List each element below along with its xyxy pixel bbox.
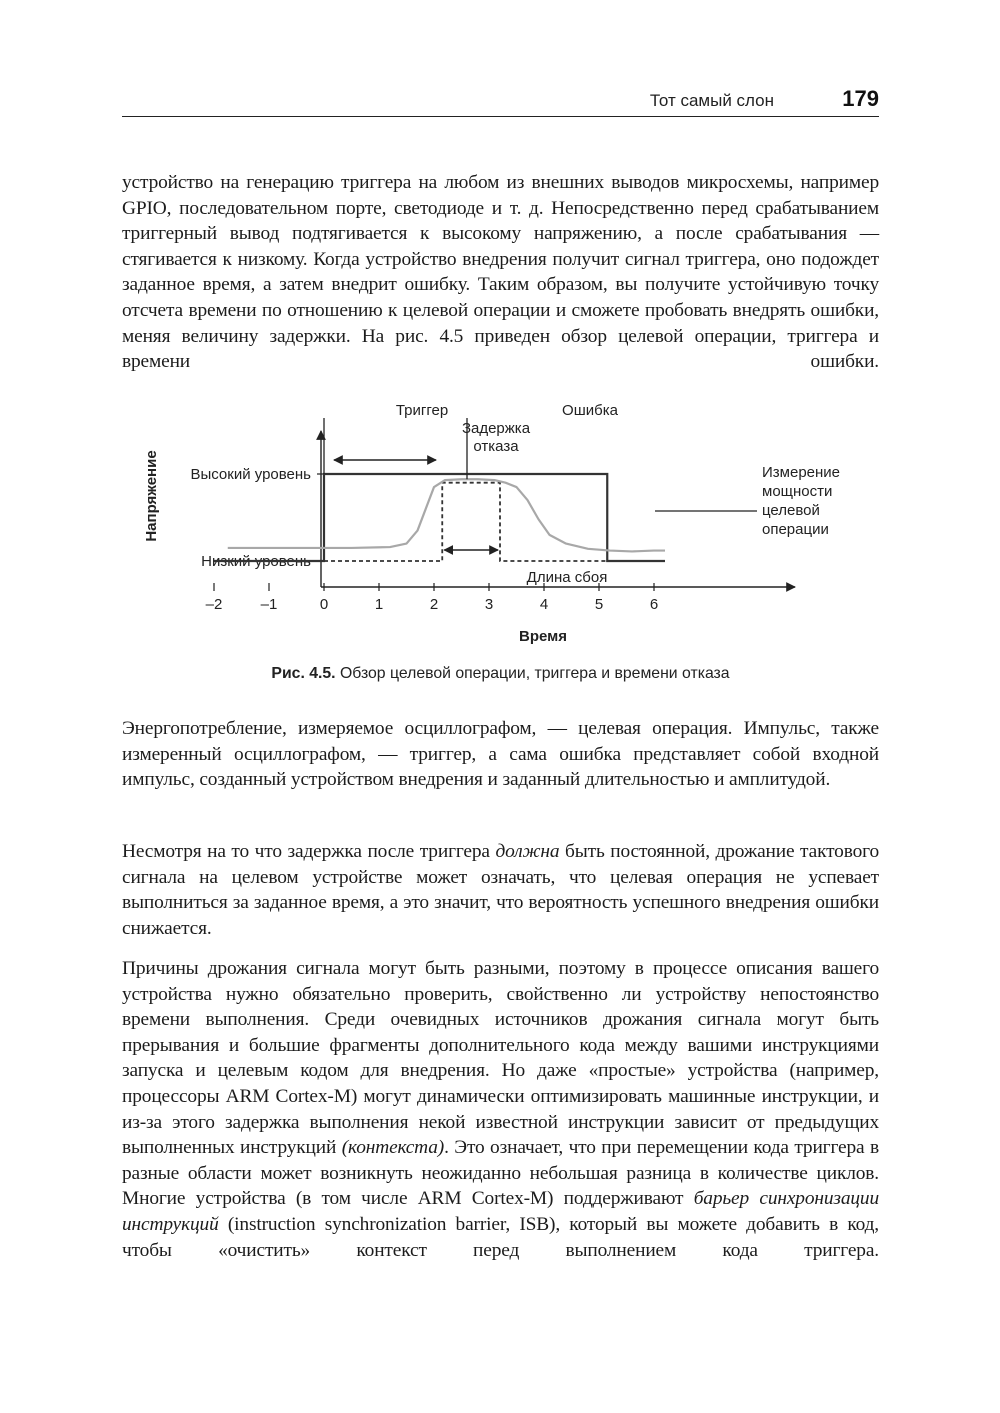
running-title: Тот самый слон (649, 91, 774, 110)
power-label-line: операции (762, 521, 829, 538)
text-run: Энергопотребление, измеряемое осциллографом, — целевая операция. Импульс, также измеренный осциллографом, — триггер, а сама ошибка представляет собой входной импульс, созданный устройством внедрения и заданный длительностью и амплитудой. (122, 718, 879, 791)
x-tick-label: 6 (649, 596, 659, 613)
x-tick-label: 3 (484, 596, 494, 613)
y-level-label: Высокий уровень (190, 466, 311, 483)
italic-term: барьер синхронизации инструкций (122, 1188, 879, 1235)
body-paragraph-3 (122, 839, 879, 941)
italic-term: (контекста) (341, 1137, 445, 1159)
figure-4-5-chart (135, 396, 865, 658)
text-run: Несмотря на то что задержка после триггера (122, 841, 496, 862)
power-label-line: целевой (762, 502, 820, 519)
power-label-line: мощности (762, 483, 833, 500)
y-level-label: Низкий уровень (201, 553, 311, 570)
body-paragraph-2 (122, 716, 879, 793)
x-tick-label: 0 (319, 596, 329, 613)
body-paragraph-1 (122, 170, 879, 375)
italic-term: должна (495, 841, 560, 862)
x-tick-label: –1 (260, 596, 278, 613)
text-run: устройство на генерацию триггера на любом из внешних выводов микросхемы, например GPIO, последовательном порте, светодиоде и т. д. Непосредственно перед срабатыванием триггерный вывод подтягивается к высокому напряжению, а после срабатывания — стягивается к низкому. Когда устройство внедрения получит сигнал триггера, оно подождет заданное время, а затем внедрит ошибку. Таким образом, вы получите устойчивую точку отсчета времени по отношению к целевой операции и сможете пробовать внедрять ошибки, меняя величину задержки. На рис. 4.5 приведен обзор целевой операции, триггера и времени ошибки. (122, 172, 879, 373)
delay-label-line1: Задержка (461, 420, 531, 437)
text-run: быть постоянной, дрожание тактового сигнала на целевом устройстве может означать, что целевая операция не успевает выполниться за заданное время, а это значит, что вероятность успешного внедрения ошибки снижается. (122, 841, 879, 939)
x-tick-label: 1 (374, 596, 384, 613)
text-run: . Это означает, что при перемещении кода триггера в разные области может возникнуть неожиданно небольшая разница в количестве циклов. Многие устройства (в том числе ARM Cortex-M) поддерживают (122, 1137, 879, 1210)
fault-label: Ошибка (562, 402, 618, 419)
caption-label: Рис. 4.5. (271, 665, 336, 682)
fault-pulse-line (324, 483, 607, 561)
figure-caption (122, 665, 879, 683)
x-tick-label: 5 (594, 596, 604, 613)
text-run: Причины дрожания сигнала могут быть разными, поэтому в процессе описания вашего устройства нужно обязательно проверить, свойственно ли устройству непостоянство времени выполнения. Среди очевидных источников дрожания сигнала могут быть прерывания и большие фрагменты дополнительного кода между вашими инструкциями запуска и целевым кодом для внедрения. Но даже «простые» устройства (например, процессоры ARM Cortex-M) могут динамически оптимизировать машинные инструкции, и из-за этого задержка выполнения некой известной инструкции зависит от предыдущих выполненных инструкций (122, 958, 879, 1159)
x-tick-label: –2 (205, 596, 223, 613)
power-label-line: Измерение (762, 464, 841, 481)
x-tick-label: 2 (429, 596, 439, 613)
power-trace-line (228, 479, 665, 551)
text-run: (instruction synchronization barrier, ISB), который вы можете добавить в код, чтобы «очистить» контекст перед выполнением кода триггера. (122, 1213, 879, 1261)
page-number: 179 (842, 86, 879, 111)
page-header (122, 86, 879, 117)
x-tick-label: 4 (539, 596, 549, 613)
body-paragraph-4 (122, 956, 879, 1263)
x-axis-label: Время (519, 628, 567, 645)
y-axis-label: Напряжение (143, 450, 160, 542)
caption-text: Обзор целевой операции, триггера и времени отказа (335, 665, 730, 682)
delay-label-line2: отказа (473, 438, 519, 455)
glitch-length-label: Длина сбоя (526, 569, 608, 586)
trigger-label: Триггер (395, 402, 449, 419)
